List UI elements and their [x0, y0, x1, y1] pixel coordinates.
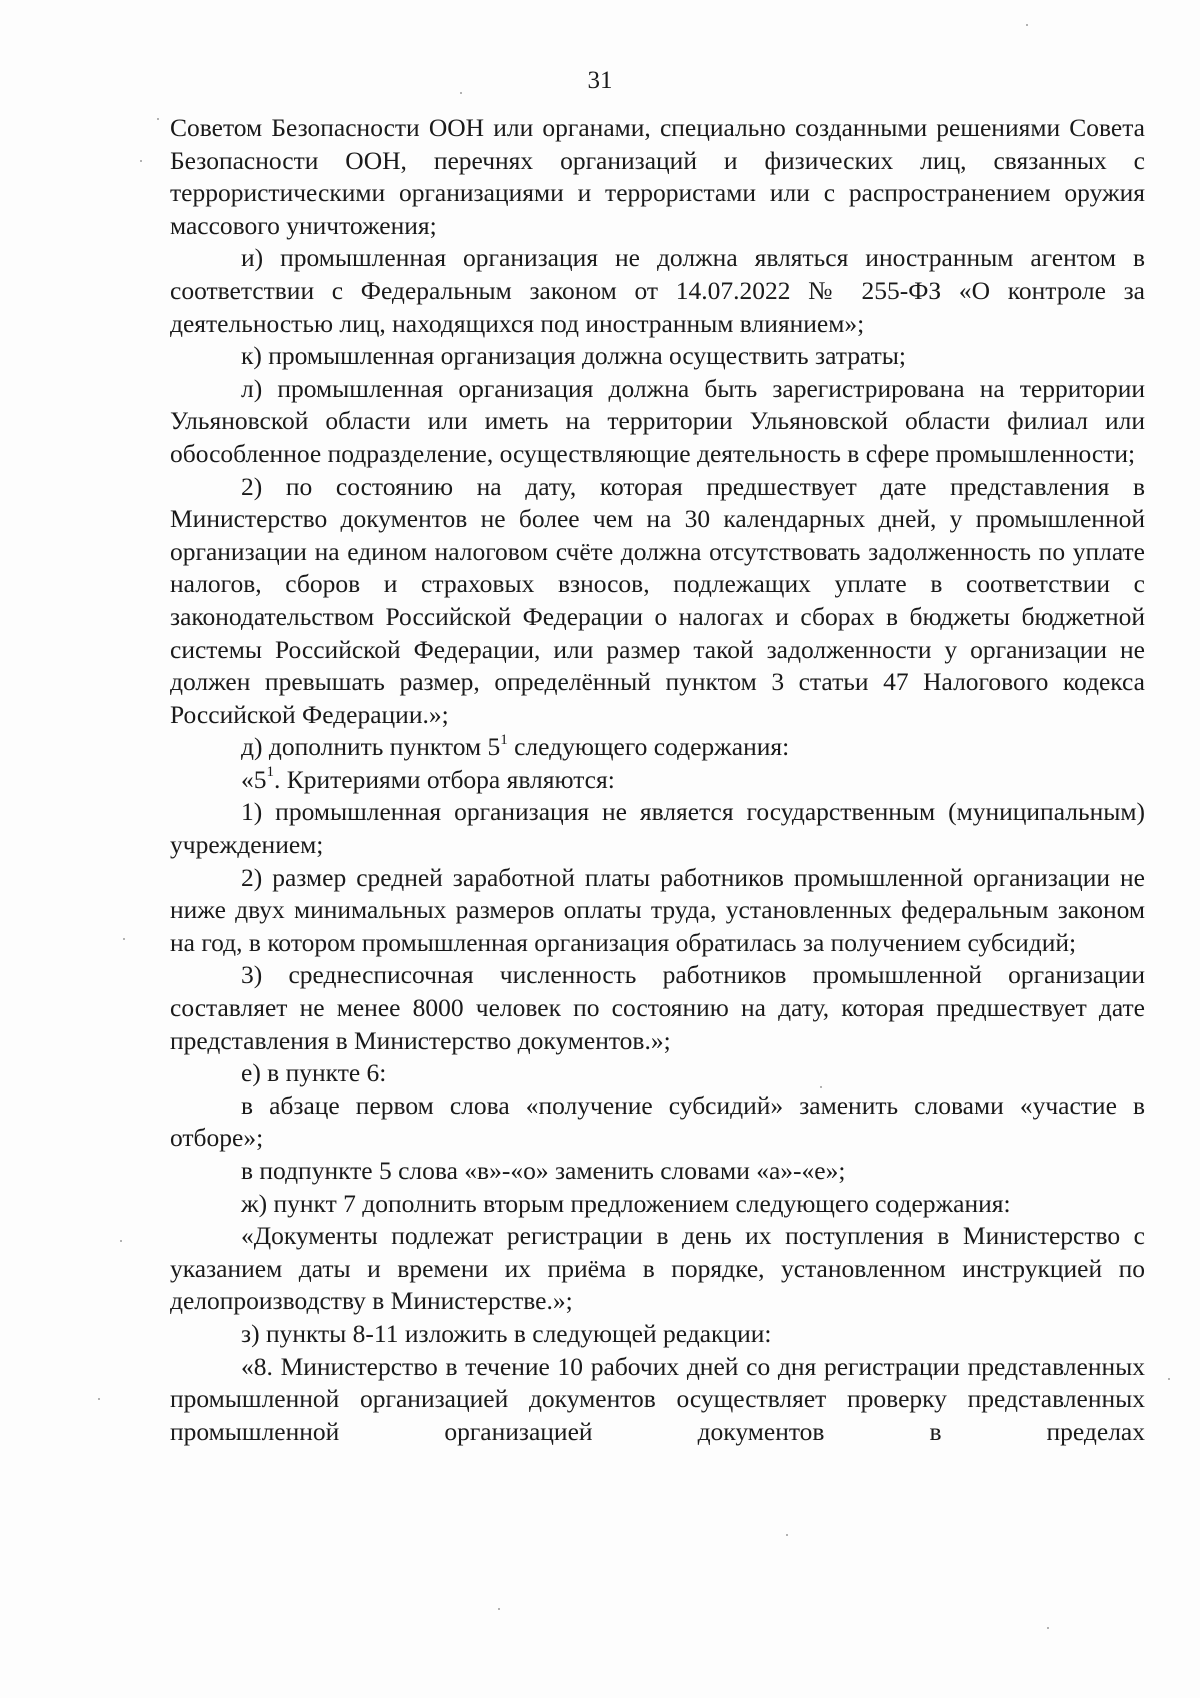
paragraph-text: в подпункте 5 слова «в»-«о» заменить словами «а»-«е»;: [241, 1156, 846, 1185]
superscript: 1: [266, 764, 274, 781]
paragraph: [170, 1090, 1145, 1155]
paragraph-text: з) пункты 8-11 изложить в следующей редакции:: [241, 1318, 772, 1348]
paragraph-text-tail: . Критериями отбора являются:: [274, 764, 615, 794]
paragraph: [170, 471, 1145, 732]
scan-speck: [123, 938, 125, 940]
scan-speck: [1026, 24, 1028, 26]
paragraph-text: «5: [241, 764, 267, 794]
scan-speck: [498, 1608, 500, 1610]
scan-speck: [157, 118, 159, 120]
paragraph: [170, 764, 1145, 797]
superscript: 1: [500, 731, 508, 748]
paragraph-text: ж) пункт 7 дополнить вторым предложением следующего содержания:: [241, 1188, 1011, 1218]
paragraph-text: л) промышленная организация должна быть зарегистрирована на территории Ульяновской области или иметь на территории Ульяновской области филиал или обособленное подразделение, осуществляющие деятельность в сфере промышленности;: [170, 373, 1145, 468]
paragraph-text: и) промышленная организация не должна являться иностранным агентом в соответствии с Федеральным законом от 14.07.2022 № 255-ФЗ «О контроле за деятельностью лиц, находящихся под иностранным влиянием»;: [170, 243, 1145, 338]
paragraph: [170, 1318, 1145, 1351]
paragraph-text: «8. Министерство в течение 10 рабочих дней со дня регистрации представленных промышленной организацией документов осуществляет проверку представленных промышленной организацией документов в пределах: [170, 1351, 1145, 1446]
paragraph-text: к) промышленная организация должна осуществить затраты;: [241, 341, 906, 371]
paragraph: [170, 1220, 1145, 1318]
paragraph: [170, 796, 1145, 861]
scan-speck: [786, 1534, 788, 1536]
paragraph: [170, 1155, 1145, 1188]
scan-speck: [98, 1398, 100, 1400]
scan-speck: [1168, 1378, 1170, 1380]
paragraph-text: 2) по состоянию на дату, которая предшествует дате представления в Министерство документов не более чем на 30 календарных дней, у промышленной организации на едином налоговом счёте должна отсутствовать задолженность по уплате налогов, сборов и страховых взносов, подлежащих уплате в соответствии с законодательством Российской Федерации о налогах и сборах в бюджеты бюджетной системы Российской Федерации, или размер такой задолженности у организации не должен превышать размер, определённый пунктом 3 статьи 47 Налогового кодекса Российской Федерации.»;: [170, 471, 1145, 729]
scan-speck: [120, 1240, 122, 1242]
paragraph-text: Советом Безопасности ООН или органами, специально созданными решениями Совета Безопасности ООН, перечнях организаций и физических лиц, связанных с террористическими организациями и террористами или с распространением оружия массового уничтожения;: [170, 113, 1145, 240]
paragraph: [170, 862, 1145, 960]
paragraph-text: 3) среднесписочная численность работников промышленной организации составляет не менее 8000 человек по состоянию на дату, которая предшествует дате представления в Министерство документов.»;: [170, 960, 1145, 1055]
paragraph-text: «Документы подлежат регистрации в день их поступления в Министерство с указанием даты и времени их приёма в порядке, установленном инструкцией по делопроизводству в Министерстве.»;: [170, 1221, 1145, 1316]
paragraph: [170, 1057, 1145, 1090]
paragraph: [170, 373, 1145, 471]
paragraph-text: 1) промышленная организация не является государственным (муниципальным) учреждением;: [170, 797, 1145, 860]
scan-speck: [460, 92, 462, 94]
paragraph: [170, 340, 1145, 373]
paragraph: [170, 1188, 1145, 1221]
scan-speck: [820, 1086, 822, 1088]
scan-speck: [140, 160, 142, 162]
paragraph: [170, 242, 1145, 340]
document-body: [170, 112, 1145, 1448]
paragraph: [170, 1351, 1145, 1449]
paragraph: [170, 731, 1145, 764]
paragraph: [170, 959, 1145, 1057]
paragraph: [170, 112, 1145, 242]
paragraph-text: в абзаце первом слова «получение субсидий» заменить словами «участие в отборе»;: [170, 1090, 1145, 1153]
paragraph-text: д) дополнить пунктом 5: [241, 732, 501, 762]
paragraph-text: 2) размер средней заработной платы работников промышленной организации не ниже двух минимальных размеров оплаты труда, установленных федеральным законом на год, в котором промышленная организация обратилась за получением субсидий;: [170, 862, 1145, 957]
paragraph-text: е) в пункте 6:: [241, 1058, 387, 1088]
scan-speck: [1047, 1627, 1049, 1629]
page-number: 31: [587, 67, 613, 94]
paragraph-text-tail: следующего содержания:: [507, 732, 790, 762]
